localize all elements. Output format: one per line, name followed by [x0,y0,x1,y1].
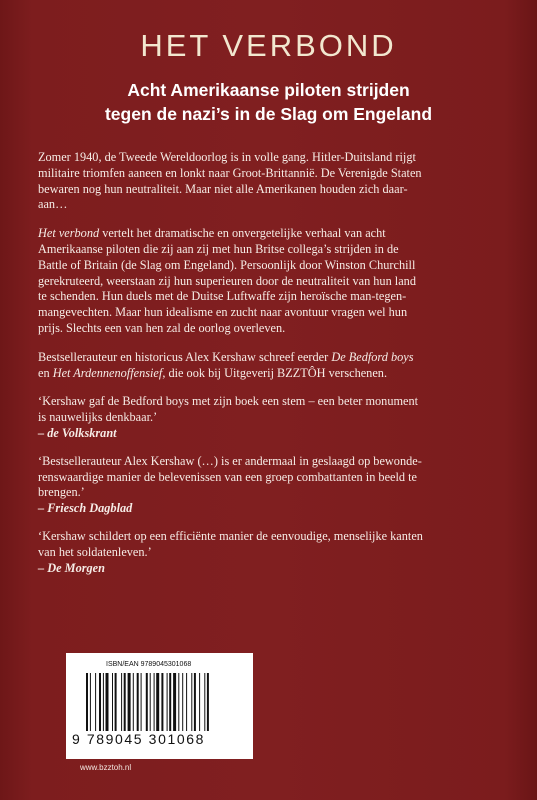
quote-line: brengen.’ [38,485,85,500]
barcode-bar [112,673,113,731]
text-line: Battle of Britain (de Slag om Engeland). Persoonlijk door Winston Churchill [38,257,416,272]
barcode-bar [173,673,176,731]
text-line: bewaren nog hun neutraliteit. Maar niet alle Amerikanen houden zich daar- [38,181,408,196]
quote-line: ‘Kershaw schildert op een efficiënte manier de eenvoudige, menselijke kanten [38,528,423,543]
barcode-bar [103,673,104,731]
book-reference: De Bedford boys [331,349,414,364]
text-line: mangevechten. Maar hun idealisme en zucht naar avontuur vragen wel hun [38,305,408,320]
text-line: prijs. Slechts een van hen zal de oorlog overleven. [38,320,286,335]
subtitle-line: tegen de nazi’s in de Slag om Engeland [104,104,433,124]
barcode-bar [86,673,88,731]
text-line: Zomer 1940, de Tweede Wereldoorlog is in volle gang. Hitler-Duitsland rijgt [38,150,416,164]
review-quote [38,529,500,576]
text-line [38,226,500,242]
story-paragraph [38,226,500,337]
barcode-bar [186,673,187,731]
barcode-bar [178,673,179,731]
review-quote [38,394,500,441]
barcode-bar [99,673,101,731]
barcode-bar [161,673,163,731]
blurb-text [38,150,500,588]
barcode-label [66,653,253,759]
barcode-bar [95,673,96,731]
quote-line: ‘Bestsellerauteur Alex Kershaw (…) is er andermaal in geslaagd op bewonde- [38,453,422,468]
barcode-bar [146,673,148,731]
subtitle-line: Acht Amerikaanse piloten strijden [127,80,410,100]
isbn-text: ISBN/EAN 9789045301068 [106,661,192,668]
text-span: , die ook bij Uitgeverij BZZTÔH verschenen. [162,365,388,380]
quote-line: ‘Kershaw gaf de Bedford boys met zijn boek een stem – een beter monument [38,394,419,409]
barcode-bar [137,673,139,731]
publisher-website: www.bzztoh.nl [80,763,132,772]
barcode-bar [115,673,117,731]
book-reference: Het Ardennenoffensief [52,365,163,380]
quote-source: – Friesch Dagblad [38,501,133,516]
text-span: en [38,365,53,380]
text-line: te schenden. Hun duels met de Duitse Luftwaffe zijn heroïsche man-tegen- [38,289,407,304]
text-span: Bestsellerauteur en historicus Alex Kershaw schreef eerder [38,349,332,364]
quote-line: is nauwelijks denkbaar.’ [38,410,158,425]
text-line: Amerikaanse piloten die zij aan zij met hun Britse collega’s strijden in de [38,241,399,256]
barcode-bar [204,673,205,731]
barcode-bar [150,673,151,731]
barcode-bar [90,673,91,731]
barcode-bar [169,673,171,731]
barcode-bar [167,673,168,731]
book-title-italic: Het verbond [38,226,100,241]
barcode-bar [194,673,196,731]
barcode-bar [106,673,109,731]
review-quote [38,454,500,517]
barcode-bar [133,673,134,731]
barcode-bar [141,673,142,731]
quote-line: van het soldatenleven.’ [38,544,152,559]
intro-paragraph [38,150,500,213]
text-line [38,366,500,382]
barcode-icon [86,673,241,731]
barcode-bar [207,673,209,731]
barcode-bar [182,673,183,731]
book-title: HET VERBOND [140,28,397,63]
barcode-bar [121,673,122,731]
barcode-bar [124,673,126,731]
quote-source: – De Morgen [38,560,105,575]
author-paragraph [38,350,500,382]
text-line: gerekruteerd, weerstaan zij hun superieuren door de neutraliteit van hun land [38,273,416,288]
barcode-bar [199,673,200,731]
book-subtitle [0,78,537,126]
quote-source: – de Volkskrant [38,425,117,440]
text-line: aan… [38,197,68,212]
text-line [38,350,500,366]
barcode-bar [156,673,159,731]
text-span: vertelt het dramatische en onvergetelijke verhaal van acht [99,226,386,241]
barcode-bar [154,673,155,731]
quote-line: renswaardige manier de belevenissen van een groep combattanten in beeld te [38,469,417,484]
barcode-bar [191,673,192,731]
barcode-digits: 9 789045 301068 [72,731,205,747]
text-line: militaire triomfen aaneen en lonkt naar Groot-Brittannië. De Verenigde Staten [38,165,422,180]
barcode-bar [128,673,131,731]
